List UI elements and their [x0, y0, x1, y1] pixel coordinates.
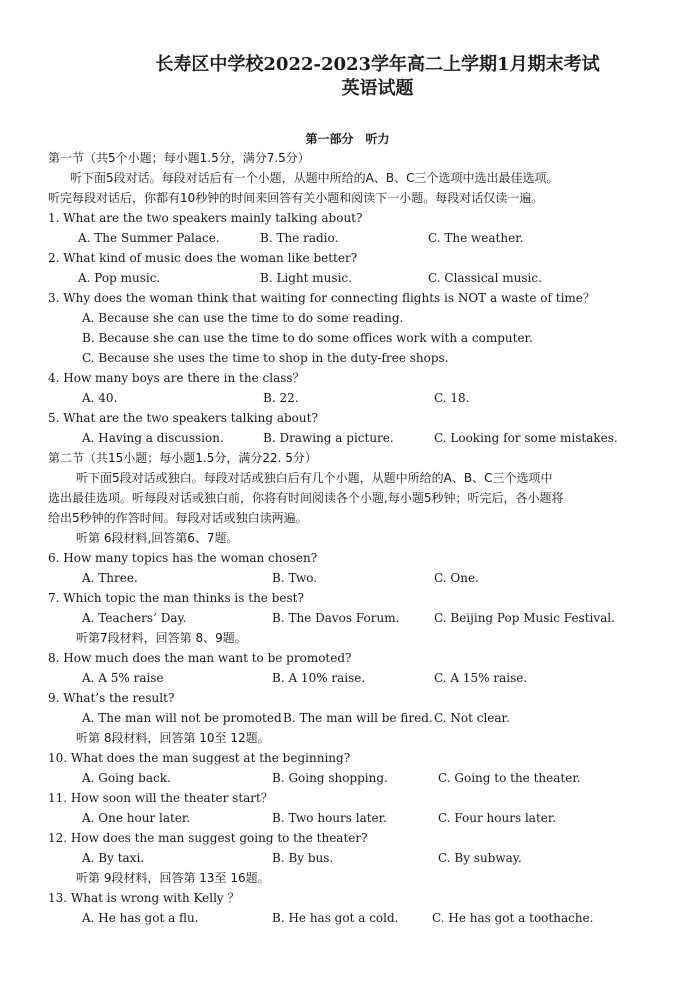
question-stem: 12. How does the man suggest going to the theater? [48, 831, 368, 845]
option-b: B. Two. [272, 571, 318, 585]
section2-heading: 第二节（共15小题；每小题1.5分，满分22. 5分） [48, 451, 317, 465]
option-c: C. Looking for some mistakes. [434, 431, 618, 445]
option-a: A. Because she can use the time to do some reading. [82, 311, 404, 325]
material-note: 听第7段材料，回答第 8、9题。 [76, 631, 247, 645]
option-c: C. Going to the theater. [438, 771, 581, 785]
question-stem: 7. Which topic the man thinks is the best? [48, 591, 304, 605]
option-a: A. By taxi. [82, 851, 145, 865]
material-note: 听第 9段材料，回答第 13至 16题。 [76, 871, 270, 885]
option-c: C. A 15% raise. [434, 671, 528, 685]
question-stem: 3. Why does the woman think that waiting for connecting flights is NOT a waste of time？ [48, 291, 595, 305]
option-c: C. Beijing Pop Music Festival. [434, 611, 615, 625]
material-note: 听第 8段材料，回答第 10至 12题。 [76, 731, 270, 745]
option-b: B. Two hours later. [272, 811, 387, 825]
option-a: A. Having a discussion. [82, 431, 224, 445]
option-b: B. Because she can use the time to do some offices work with a computer. [82, 331, 533, 345]
option-c: C. Because she uses the time to shop in the duty-free shops. [82, 351, 449, 365]
section1-instruction: 听完每段对话后，你都有10秒钟的时间来回答有关小题和阅读下一小题。每段对话仅读一遍。 [48, 191, 544, 205]
option-c: C. By subway. [438, 851, 522, 865]
question-stem: 10. What does the man suggest at the beginning? [48, 751, 351, 765]
option-b: B. A 10% raise. [272, 671, 366, 685]
option-c: C. Not clear. [434, 711, 510, 725]
question-stem: 1. What are the two speakers mainly talking about? [48, 211, 363, 225]
question-stem: 4. How many boys are there in the class？ [48, 371, 305, 385]
option-c: C. 18. [434, 391, 470, 405]
option-b: B. Light music. [260, 271, 352, 285]
section1-heading: 第一节（共5个小题；每小题1.5分，满分7.5分） [48, 151, 310, 165]
option-a: A. The Summer Palace. [78, 231, 220, 245]
section2-instruction: 听下面5段对话或独白。每段对话或独白后有几个小题，从题中所给的A、B、C三个选项中 [76, 471, 553, 485]
option-b: B. The radio. [260, 231, 339, 245]
exam-title: 长寿区中学校2022-2023学年高二上学期1月期末考试 [155, 54, 600, 75]
option-a: A. A 5% raise [82, 671, 164, 685]
option-c: C. Classical music. [428, 271, 542, 285]
section1-instruction: 听下面5段对话。每段对话后有一个小题，从题中所给的A、B、C三个选项中选出最佳选项。 [70, 171, 559, 185]
option-b: B. 22. [263, 391, 299, 405]
question-stem: 9. What’s the result? [48, 691, 175, 705]
option-b: B. By bus. [272, 851, 334, 865]
material-note: 听第 6段材料,回答第6、7题。 [76, 531, 239, 545]
section2-instruction: 选出最佳选项。听每段对话或独白前，你将有时间阅读各个小题,每小题5秒钟；听完后，各小题将 [48, 491, 564, 505]
option-c: C. Four hours later. [438, 811, 557, 825]
part-heading: 第一部分 听力 [305, 132, 390, 146]
question-stem: 2. What kind of music does the woman like better? [48, 251, 358, 265]
option-a: A. He has got a flu. [82, 911, 199, 925]
option-b: B. The man will be fired. [283, 711, 433, 725]
option-a: A. One hour later. [82, 811, 191, 825]
exam-subtitle: 英语试题 [341, 78, 414, 99]
option-a: A. 40. [82, 391, 118, 405]
question-stem: 5. What are the two speakers talking about? [48, 411, 318, 425]
option-b: B. Going shopping. [272, 771, 388, 785]
question-stem: 13. What is wrong with Kelly ？ [48, 891, 240, 905]
option-c: C. The weather. [428, 231, 524, 245]
option-a: A. Going back. [82, 771, 171, 785]
option-b: B. The Davos Forum. [272, 611, 400, 625]
option-b: B. He has got a cold. [272, 911, 399, 925]
option-c: C. One. [434, 571, 479, 585]
option-c: C. He has got a toothache. [432, 911, 594, 925]
option-a: A. The man will not be promoted [82, 711, 282, 725]
option-a: A. Teachers’ Day. [82, 611, 187, 625]
question-stem: 8. How much does the man want to be promoted? [48, 651, 352, 665]
question-stem: 11. How soon will the theater start？ [48, 791, 273, 805]
question-stem: 6. How many topics has the woman chosen? [48, 551, 318, 565]
option-a: A. Pop music. [78, 271, 161, 285]
option-b: B. Drawing a picture. [263, 431, 394, 445]
option-a: A. Three. [82, 571, 138, 585]
section2-instruction: 给出5秒钟的作答时间。每段对话或独白读两遍。 [48, 511, 308, 525]
